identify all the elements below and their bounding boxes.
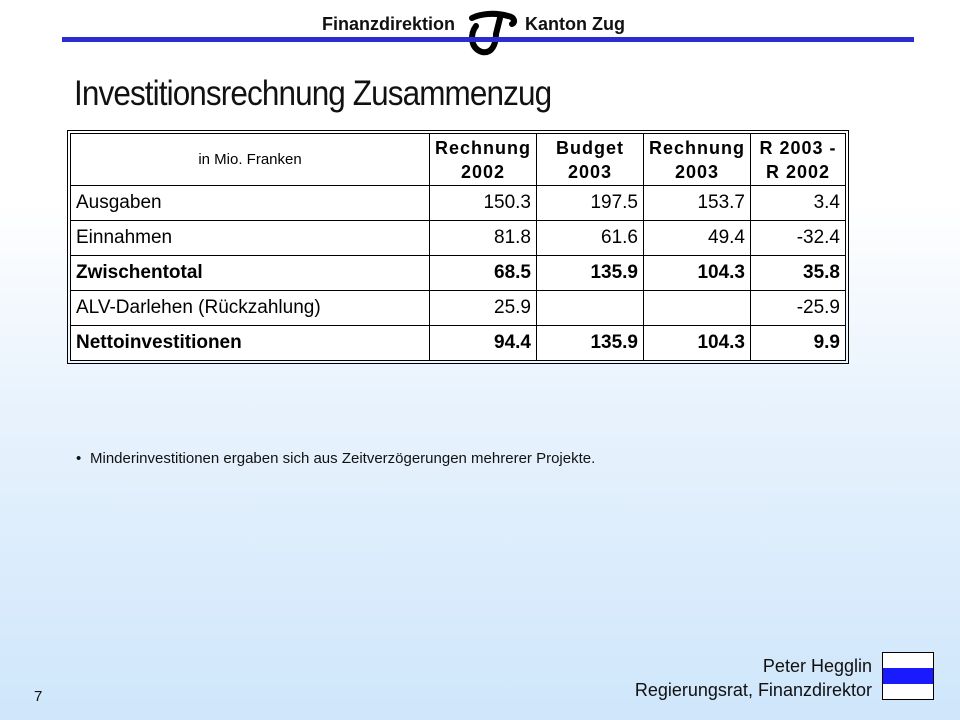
table-cell: 35.8 [751, 256, 846, 291]
table-cell: 9.9 [751, 326, 846, 361]
bullet-dot-icon: • [76, 450, 82, 467]
table-cell: 49.4 [644, 221, 751, 256]
table-cell: 197.5 [537, 186, 644, 221]
canton-emblem-icon [456, 4, 528, 60]
column-header-line2: R 2002 [765, 161, 831, 182]
table-cell [537, 291, 644, 326]
page-title: Investitionsrechnung Zusammenzug [74, 74, 552, 113]
table-row [71, 221, 846, 256]
column-header [644, 134, 751, 186]
table-cell: 94.4 [430, 326, 537, 361]
table-corner-label: in Mio. Franken [71, 134, 430, 186]
table-cell: 104.3 [644, 256, 751, 291]
column-header-line2: 2003 [567, 161, 613, 182]
column-header-line1: Rechnung [649, 137, 745, 158]
presenter-name: Peter Hegglin [762, 656, 872, 676]
table-row [71, 291, 846, 326]
column-header-line1: Budget [556, 137, 624, 158]
header-left: Finanzdirektion [322, 14, 456, 34]
table-cell: 104.3 [644, 326, 751, 361]
column-header [537, 134, 644, 186]
page-number: 7 [34, 688, 43, 705]
header-right: Kanton Zug [525, 14, 625, 34]
column-header-line1: Rechnung [435, 137, 531, 158]
table-cell: 61.6 [537, 221, 644, 256]
table-row-subtotal [71, 256, 846, 291]
bullet-item [76, 450, 595, 467]
investment-table [70, 133, 846, 361]
table-cell: 150.3 [430, 186, 537, 221]
row-label: Nettoinvestitionen [71, 326, 430, 361]
table-cell: -25.9 [751, 291, 846, 326]
bullet-text: Minderinvestitionen ergaben sich aus Zeitverzögerungen mehrerer Projekte. [90, 450, 596, 467]
column-header-line1: R 2003 - [759, 137, 837, 158]
flag-band [883, 668, 933, 684]
row-label: Einnahmen [71, 221, 430, 256]
table-cell: 153.7 [644, 186, 751, 221]
table-cell: 135.9 [537, 256, 644, 291]
table-cell: -32.4 [751, 221, 846, 256]
zug-flag-icon [882, 652, 934, 700]
table-cell: 25.9 [430, 291, 537, 326]
table-cell: 3.4 [751, 186, 846, 221]
table-cell: 135.9 [537, 326, 644, 361]
row-label: Ausgaben [71, 186, 430, 221]
table-cell: 68.5 [430, 256, 537, 291]
column-header-line2: 2003 [674, 161, 720, 182]
table-header-row [71, 134, 846, 186]
table-row [71, 186, 846, 221]
column-header [751, 134, 846, 186]
table-cell [644, 291, 751, 326]
table-cell: 81.8 [430, 221, 537, 256]
row-label: Zwischentotal [71, 256, 430, 291]
column-header-line2: 2002 [460, 161, 506, 182]
presenter-role: Regierungsrat, Finanzdirektor [634, 680, 872, 700]
table-row-total [71, 326, 846, 361]
row-label: ALV-Darlehen (Rückzahlung) [71, 291, 430, 326]
header-rule [62, 37, 914, 42]
column-header [430, 134, 537, 186]
